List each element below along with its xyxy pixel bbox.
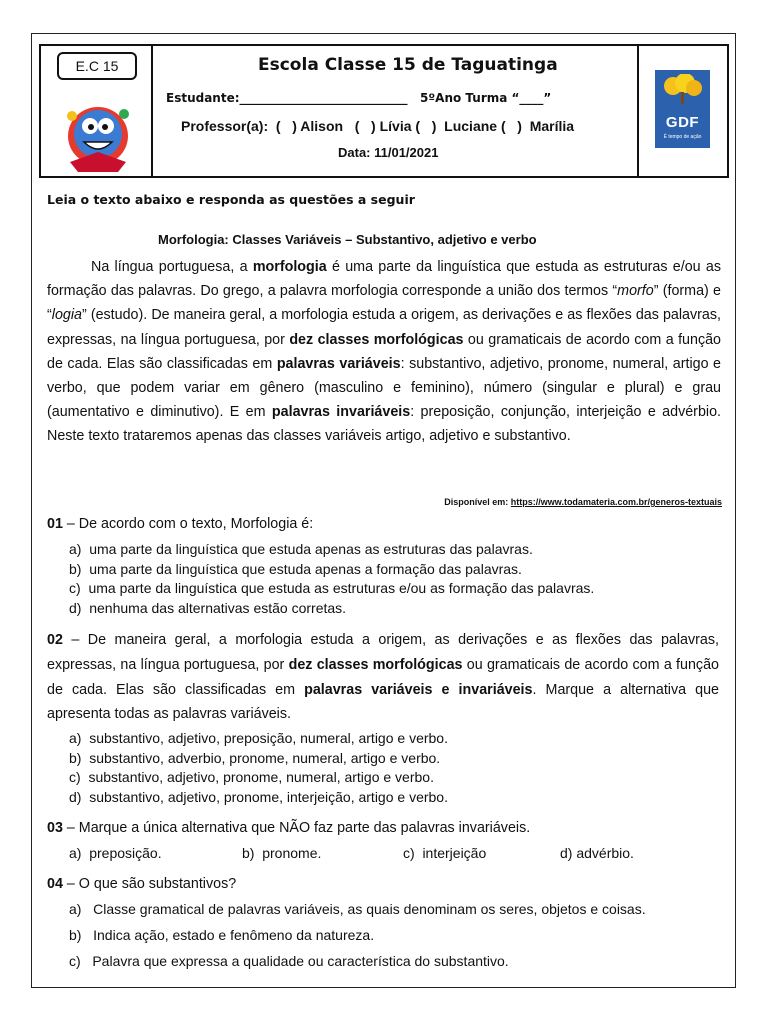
student-line[interactable]: Estudante:____________________________ 5ºAno Turma “____” (166, 91, 552, 105)
question-04: 04 – O que são substantivos? (47, 876, 237, 892)
header-right-cell (637, 46, 727, 176)
school-mascot-logo (58, 94, 138, 174)
text-title: Morfologia: Classes Variáveis – Substantivo, adjetivo e verbo (158, 232, 537, 247)
option-03-c[interactable]: c) interjeição (403, 845, 487, 861)
source-citation: Disponível em: https://www.todamateria.com.br/generos-textuais (444, 497, 722, 507)
reading-paragraph: Na língua portuguesa, a morfologia é uma parte da linguística que estuda as estruturas e/ou as formação das palavras. Do grego, a palavra morfologia corresponde a união dos termos “morfo” (forma) e “logia” (estudo). De maneira geral, a morfologia estuda a origem, as derivações e as flexões das palavras, expressas, na língua portuguesa, por dez classes morfológicas ou gramaticais de acordo com a função de cada. Elas são classificadas em palavras variáveis: substantivo, adjetivo, pronome, numeral, artigo e verbo, que podem variar em gênero (masculino e feminino), número (singular e plural) e grau (aumentativo e diminutivo). E em palavras invariáveis: preposição, conjunção, interjeição e advérbio. Neste texto trataremos apenas das classes variáveis artigo, adjetivo e substantivo. (47, 259, 722, 445)
option-02-d[interactable]: d) substantivo, adjetivo, pronome, interjeição, artigo e verbo. (69, 788, 448, 805)
gdf-logo-text: GDF (665, 114, 700, 131)
tree-icon (661, 74, 704, 104)
gdf-logo (655, 70, 710, 148)
option-01-d[interactable]: d) nenhuma das alternativas estão corretas. (69, 599, 347, 616)
teacher-checkboxes-line[interactable]: Professor(a): ( ) Alison ( ) Lívia ( ) Luciane ( ) Marília (181, 118, 575, 134)
question-02-options (69, 729, 448, 807)
date-line: Data: 11/01/2021 (338, 145, 439, 160)
question-01: 01 – De acordo com o texto, Morfologia é: (47, 516, 314, 532)
question-02: 02 – De maneira geral, a morfologia estuda a origem, as derivações e as flexões das palavras, expressas, na língua portuguesa, por dez classes morfológicas ou gramaticais de acordo com a função de cada. Elas são classificadas em palavras variáveis e invariáveis. Marque a alternativa que apresenta todas as palavras variáveis. (47, 632, 720, 723)
option-01-a[interactable]: a) uma parte da linguística que estuda apenas as estruturas das palavras. (69, 541, 533, 557)
header-left-cell (41, 46, 153, 176)
option-02-a[interactable]: a) substantivo, adjetivo, preposição, numeral, artigo e verbo. (69, 730, 448, 746)
option-04-c[interactable]: c) Palavra que expressa a qualidade ou característica do substantivo. (69, 953, 509, 969)
instruction: Leia o texto abaixo e responda as questões a seguir (47, 192, 415, 207)
school-name: Escola Classe 15 de Taguatinga (258, 55, 558, 75)
option-02-c[interactable]: c) substantivo, adjetivo, pronome, numeral, artigo e verbo. (69, 769, 434, 785)
option-04-b[interactable]: b) Indica ação, estado e fenômeno da natureza. (69, 927, 375, 943)
question-03: 03 – Marque a única alternativa que NÃO faz parte das palavras invariáveis. (47, 820, 531, 836)
option-03-b[interactable]: b) pronome. (242, 845, 322, 861)
gdf-logo-slogan: É tempo de ação (663, 134, 702, 140)
school-badge: E.C 15 (57, 52, 137, 80)
option-02-b[interactable]: b) substantivo, adverbio, pronome, numeral, artigo e verbo. (69, 749, 441, 766)
question-01-options (69, 540, 594, 618)
option-01-b[interactable]: b) uma parte da linguística que estuda apenas a formação das palavras. (69, 560, 522, 577)
option-03-a[interactable]: a) preposição. (69, 845, 162, 861)
option-03-d[interactable]: d) advérbio. (560, 845, 634, 861)
option-04-a[interactable]: a) Classe gramatical de palavras variáveis, as quais denominam os seres, objetos e coisas. (69, 901, 646, 917)
option-01-c[interactable]: c) uma parte da linguística que estuda as estruturas e/ou as formação das palavras. (69, 580, 595, 596)
source-link[interactable]: https://www.todamateria.com.br/generos-textuais (510, 497, 722, 507)
